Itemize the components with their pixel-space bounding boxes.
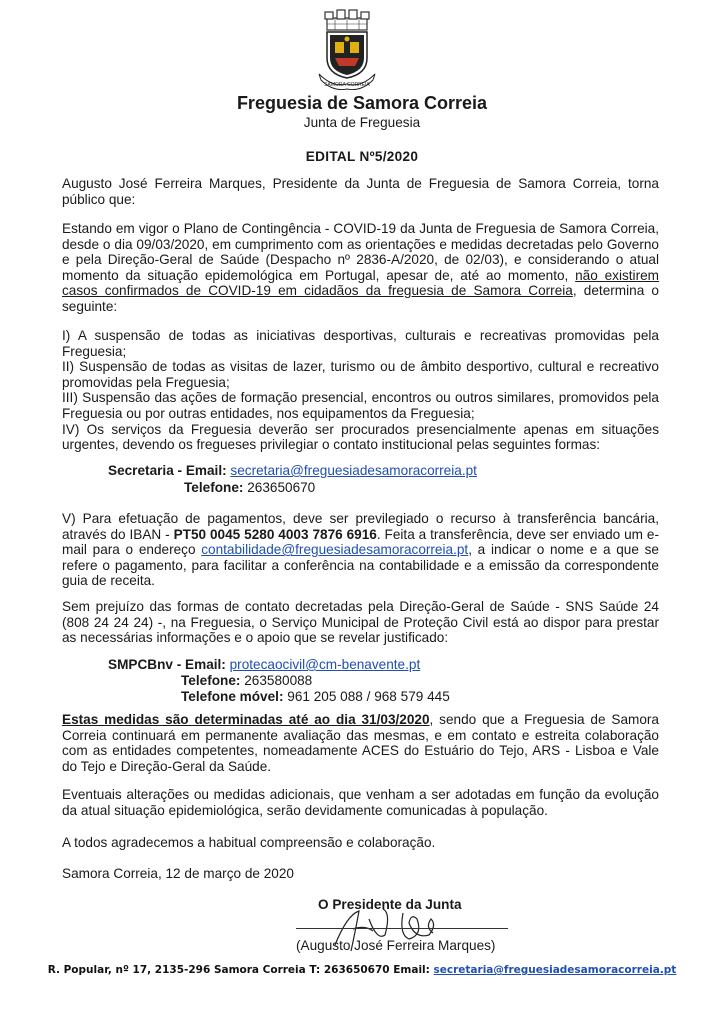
smpc-mobile xyxy=(181,689,450,705)
page-subtitle: Junta de Freguesia xyxy=(303,115,421,130)
context-text: Estando em vigor o Plano de Contingência - COVID-19 da Junta de Freguesia de Samora Correia, desde o dia 09/03/2020, em cumprimento com as orientações e medidas decretadas pelo Governo e pela Direção-Geral de Saúde (Despacho nº 2836-A/2020, de 02/03), e considerando o atual momento da situação epidemológica em Portugal, apesar de, até ao momento, xyxy=(62,221,659,283)
secretaria-contact xyxy=(108,463,477,479)
civil-protection-paragraph: Sem prejuízo das formas de contato decretadas pela Direção-Geral de Saúde - SNS Saúde 24 (808 24 24 24) -, na Freguesia, o Serviço Municipal de Proteção Civil está ao dispor para prestar as necessárias informações e o apoio que se revelar justificado: xyxy=(62,599,659,646)
edital-number: EDITAL Nº5/2020 xyxy=(305,149,419,164)
iban-value: PT50 0045 5280 4003 7876 6916 xyxy=(173,526,377,542)
payments-paragraph xyxy=(62,511,659,589)
measure-item: I) A suspensão de todas as iniciativas desportivas, culturais e recreativas promovidas pela Freguesia; xyxy=(62,328,659,359)
phone-value: 263580088 xyxy=(244,673,313,688)
signature-name: (Augusto José Ferreira Marques) xyxy=(296,938,496,953)
context-text-end: , determina o seguinte: xyxy=(62,283,659,314)
signature-line xyxy=(296,928,508,929)
contabilidade-email-link[interactable]: contabilidade@freguesiadesamoracorreia.pt xyxy=(201,542,469,558)
footer-email-link[interactable]: secretaria@freguesiadesamoracorreia.pt xyxy=(433,964,677,976)
place-date: Samora Correia, 12 de março de 2020 xyxy=(62,866,294,881)
coat-of-arms-icon xyxy=(313,8,381,90)
intro-paragraph: Augusto José Ferreira Marques, Presidente da Junta de Freguesia de Samora Correia, torna público que: xyxy=(62,176,659,207)
measure-item: II) Suspensão de todas as visitas de lazer, turismo ou de âmbito desportivo, cultural e recreativo promovidas pela Freguesia; xyxy=(62,359,659,390)
secretaria-email-link[interactable]: secretaria@freguesiadesamoracorreia.pt xyxy=(230,463,477,478)
page-title: Freguesia de Samora Correia xyxy=(236,93,488,113)
context-paragraph xyxy=(62,221,659,315)
deadline-paragraph xyxy=(62,712,659,774)
payments-text: V) Para efetuação de pagamentos, deve ser previlegiado o recurso à transferência bancária, através do IBAN - xyxy=(62,511,659,542)
deadline-text: , sendo que a Freguesia de Samora Correia continuará em permanente avaliação das mesmas, e em contato e estreita colaboração com as entidades competentes, nomeadamente ACES do Estuário do Tejo, ARS - Lisboa e Vale do Tejo e Direção-Geral da Saúde. xyxy=(62,712,659,774)
changes-paragraph: Eventuais alterações ou medidas adicionais, que venham a ser adotadas em função da evolução da atual situação epidemiológica, serão devidamente comunicadas à população. xyxy=(62,787,659,818)
measure-item: IV) Os serviços da Freguesia deverão ser procurados presencialmente apenas em situações urgentes, devendo os fregueses privilegiar o contato institucional pelas seguintes formas: xyxy=(62,421,659,453)
measure-item: III) Suspensão das ações de formação presencial, encontros ou outros similares, promovidos pela Freguesia ou por outras entidades, nos equipamentos da Freguesia; xyxy=(62,390,659,421)
smpc-email-link[interactable]: protecaocivil@cm-benavente.pt xyxy=(229,657,421,672)
payments-text: . Feita a transferência, deve ser enviado um e-mail para o endereço xyxy=(62,526,659,558)
measures-list xyxy=(62,328,659,453)
context-underlined: não existirem casos confirmados de COVID-19 em cidadãos da freguesia de Samora Correia xyxy=(62,267,659,299)
mobile-label: Telefone móvel: xyxy=(181,689,284,704)
phone-label: Telefone: xyxy=(184,480,244,495)
phone-value: 263650670 xyxy=(247,480,316,495)
payments-text: , a indicar o nome e a que se refere o pagamento, para facilitar a conferência na contabilidade e a emissão da correspondente guia de receita. xyxy=(62,542,659,589)
phone-label: Telefone: xyxy=(181,673,241,688)
smpc-phone xyxy=(181,673,312,689)
footer-address: R. Popular, nº 17, 2135-296 Samora Correia T: 263650670 Email: xyxy=(47,964,434,976)
crest-scroll-text: SAMORA CORREIA xyxy=(324,82,370,88)
signature-role: O Presidente da Junta xyxy=(318,897,462,912)
deadline-bold: Estas medidas são determinadas até ao dia 31/03/2020 xyxy=(62,712,430,727)
secretaria-phone xyxy=(184,480,315,496)
footer xyxy=(0,964,724,976)
smpc-label: SMPCBnv - Email: xyxy=(108,657,226,672)
thanks-paragraph: A todos agradecemos a habitual compreensão e colaboração. xyxy=(62,835,436,850)
smpc-contact xyxy=(108,657,420,673)
secretaria-label: Secretaria - Email: xyxy=(108,463,227,478)
mobile-value: 961 205 088 / 968 579 445 xyxy=(287,689,450,704)
